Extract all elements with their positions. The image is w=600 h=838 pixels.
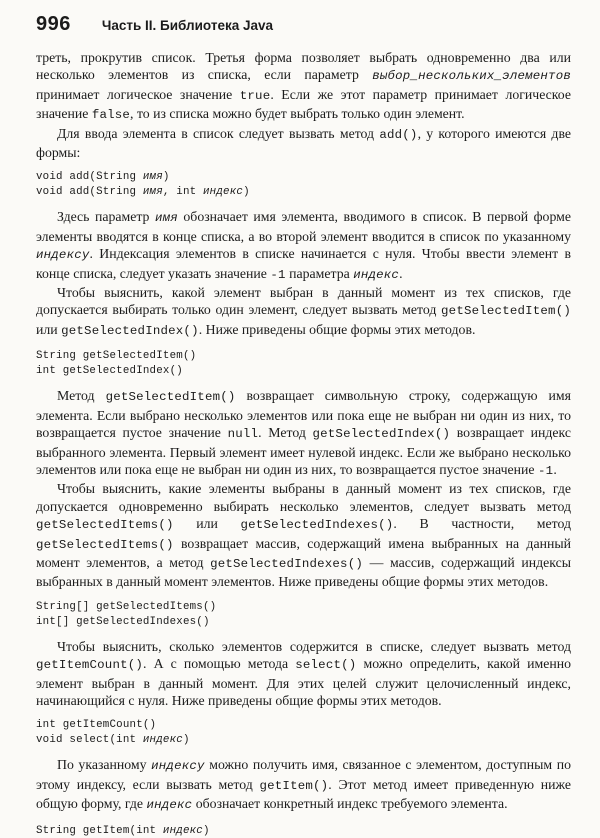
code-block	[36, 823, 571, 838]
code-segment: индекс	[353, 267, 400, 282]
code-segment: )	[162, 171, 170, 184]
code-segment: getSelectedIndexes()	[210, 556, 363, 571]
code-segment: индексу	[36, 248, 90, 263]
code-segment: select()	[295, 658, 357, 673]
code-segment: getSelectedItems()	[36, 537, 174, 552]
code-segment: int getSelectedIndex()	[36, 365, 183, 378]
chapter-title: Часть II. Библиотека Java	[101, 18, 273, 33]
text-segment: обозначает имя элемента, вводимого в список. В первой форме элементы вводятся в конце списка, а во второй элемент вводится в список по указанному	[36, 209, 571, 244]
code-segment: индекс	[162, 824, 203, 837]
text-segment: . Метод	[258, 425, 313, 441]
code-segment: )	[243, 186, 250, 199]
text-segment: . Индексация элементов в списке начинается с нуля. Чтобы ввести элемент в конце списка, следует указать значение	[36, 246, 571, 281]
text-segment: возвращает индекс выбранного элемента. Первый элемент имеет нулевой индекс. Если же выбрано несколько элементов или пока еще не выбран ни один из них, то возвращается пустое значение	[36, 425, 571, 477]
code-segment: имя	[142, 171, 163, 184]
code-segment: индексу	[151, 759, 205, 774]
code-block	[36, 169, 571, 199]
code-segment: String[] getSelectedItems()	[36, 600, 217, 613]
text-segment: Для ввода элемента в список следует вызвать метод	[57, 125, 380, 141]
code-segment: add()	[379, 127, 418, 142]
code-segment: , int	[162, 186, 203, 199]
code-segment: имя	[142, 186, 163, 199]
page-content	[36, 49, 571, 838]
code-segment: индекс	[203, 186, 244, 199]
code-segment: getSelectedIndexes()	[240, 518, 394, 533]
code-segment: индекс	[146, 798, 193, 813]
code-line	[36, 717, 571, 732]
text-segment: .	[399, 265, 403, 281]
text-segment: По указанному	[57, 757, 152, 773]
text-segment: Метод	[57, 388, 106, 404]
text-segment: или	[173, 516, 241, 532]
code-line	[36, 184, 571, 199]
code-segment: void select(int	[36, 734, 143, 747]
text-segment: .	[553, 461, 557, 477]
code-line	[36, 363, 571, 378]
paragraph	[36, 638, 571, 710]
text-segment: . Если же этот параметр принимает логическое значение	[36, 86, 571, 122]
code-segment: getSelectedItem()	[105, 390, 236, 405]
paragraph	[36, 49, 571, 125]
code-segment: getSelectedItems()	[36, 518, 174, 533]
code-block	[36, 348, 571, 378]
text-segment: треть, прокрутив список. Третья форма позволяет выбрать одновременно два или несколько элементов из списка, если параметр	[36, 50, 571, 83]
code-line	[36, 348, 571, 363]
paragraph	[36, 756, 571, 814]
paragraph	[36, 387, 571, 480]
text-segment: принимает логическое значение	[36, 86, 240, 102]
code-segment: int getItemCount()	[36, 719, 157, 732]
code-segment: )	[182, 734, 190, 747]
code-segment: -1	[538, 463, 554, 478]
text-segment: обозначает конкретный индекс требуемого элемента.	[192, 796, 508, 812]
text-segment: параметра	[285, 265, 354, 281]
code-segment: null	[227, 427, 259, 442]
code-segment: void add(String	[36, 186, 143, 199]
text-segment: . Ниже приведены общие формы этих методов.	[198, 321, 476, 337]
text-segment: . В частности, метод	[393, 516, 571, 532]
text-segment: возвращает массив, содержащий имена выбранных на данный момент элементов, а метод	[36, 535, 571, 570]
text-segment: . А с помощью метода	[143, 656, 296, 672]
text-segment: можно определить, какой именно элемент выбран в данный момент. Для этих целей служит целочисленный индекс, начинающийся с нуля. Ниже приведены общие формы этих методов.	[36, 656, 571, 708]
code-segment: выбор_нескольких_элементов	[372, 69, 571, 84]
text-segment: , то из списка можно будет выбрать только один элемент.	[130, 106, 465, 122]
text-segment: , у которого имеются две формы:	[36, 125, 571, 161]
code-segment: int[] getSelectedIndexes()	[36, 615, 210, 628]
code-line	[36, 614, 571, 629]
code-block	[36, 717, 571, 747]
text-segment: возвращает символьную строку, содержащую имя элемента. Если выбрано несколько элементов или пока еще не выбран ни один из них, то возвращается пустое значение	[36, 388, 571, 441]
text-segment: . Этот метод имеет приведенную ниже общую форму, где	[36, 776, 571, 812]
text-segment: Чтобы выяснить, сколько элементов содержится в списке, следует вызвать метод	[57, 638, 571, 654]
paragraph	[36, 480, 571, 590]
text-segment: Здесь параметр	[57, 209, 155, 225]
code-line	[36, 599, 571, 614]
text-segment: — массив, содержащий индексы выбранных в данный момент элементов. Ниже приведены общие формы этих методов.	[36, 554, 572, 590]
code-segment: getSelectedIndex()	[61, 323, 199, 338]
code-block	[36, 599, 571, 629]
code-segment: getSelectedItem()	[441, 304, 571, 319]
page-header	[36, 13, 571, 36]
code-segment: индекс	[142, 734, 183, 747]
text-segment: Чтобы выяснить, какой элемент выбран в данный момент из тех списков, где допускается выбирать только один элемент, следует вызвать метод	[36, 285, 571, 318]
code-segment: false	[91, 108, 131, 123]
text-segment: или	[36, 321, 62, 337]
text-segment: можно получить имя, связанное с элементом, доступным по этому индексу, если вызвать метод	[36, 757, 571, 792]
code-line	[36, 732, 571, 747]
code-line	[36, 169, 571, 184]
text-segment: Чтобы выяснить, какие элементы выбраны в данный момент из тех списков, где допускается одновременно выбирать несколько элементов, следует вызвать метод	[36, 481, 571, 514]
code-segment: void add(String	[36, 171, 143, 184]
code-segment: )	[202, 824, 210, 837]
code-segment: getSelectedIndex()	[312, 427, 451, 442]
code-segment: getItem()	[259, 778, 329, 793]
paragraph	[36, 208, 571, 284]
page-number: 996	[36, 13, 71, 35]
code-segment: true	[239, 88, 271, 103]
paragraph	[36, 284, 571, 340]
paragraph	[36, 125, 571, 162]
code-segment: имя	[154, 211, 178, 226]
code-line	[36, 823, 571, 838]
code-segment: getItemCount()	[36, 658, 144, 673]
code-segment: String getItem(int	[36, 824, 163, 837]
code-segment: -1	[270, 267, 286, 282]
code-segment: String getSelectedItem()	[36, 350, 197, 363]
